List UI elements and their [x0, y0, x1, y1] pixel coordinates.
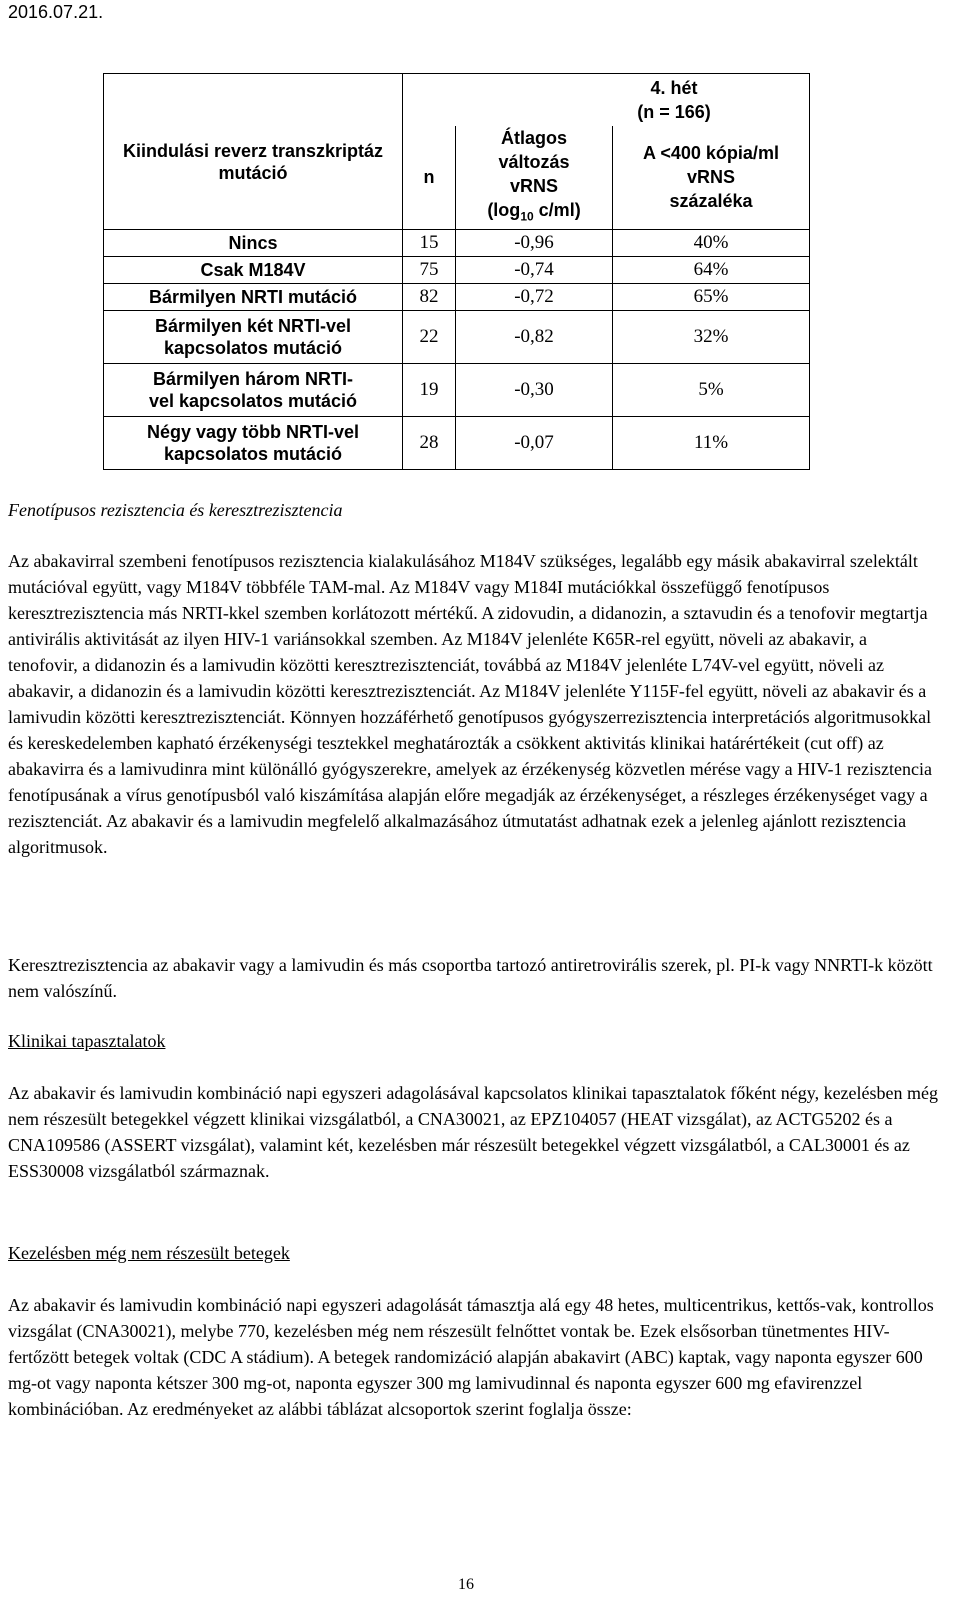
- row-change: -0,72: [456, 284, 613, 311]
- row-n: 15: [403, 230, 456, 257]
- table-header-pct: [613, 126, 810, 230]
- pct-header-line1: A <400 kópia/ml: [643, 143, 779, 164]
- row-mutation: [104, 311, 403, 364]
- heading-clinical-experience: Klinikai tapasztalatok: [8, 1031, 166, 1051]
- table-row: [104, 311, 810, 364]
- row-n: 82: [403, 284, 456, 311]
- avg-header-line3: vRNS: [509, 175, 558, 196]
- row-n: 28: [403, 417, 456, 470]
- row-mutation-line2: kapcsolatos mutáció: [163, 444, 343, 464]
- row-pct: 64%: [613, 257, 810, 284]
- table-row: [104, 364, 810, 417]
- table-header-week-line2: (n = 166): [637, 101, 711, 122]
- row-n: 75: [403, 257, 456, 284]
- table-row: [104, 257, 810, 284]
- row-n: 19: [403, 364, 456, 417]
- row-change: -0,74: [456, 257, 613, 284]
- row-pct: 11%: [613, 417, 810, 470]
- row-mutation-line1: Bármilyen két NRTI-vel: [154, 316, 352, 336]
- row-change: -0,82: [456, 311, 613, 364]
- mutation-table: [103, 73, 810, 470]
- table-header-week: [403, 74, 810, 126]
- pct-header-line3: százaléka: [669, 191, 753, 212]
- avg-header-sub: 10: [520, 209, 534, 224]
- row-pct: 32%: [613, 311, 810, 364]
- row-pct: 5%: [613, 364, 810, 417]
- row-mutation-line2: kapcsolatos mutáció: [163, 338, 343, 358]
- table-header-avg-change: [456, 126, 613, 230]
- table-header-n: n: [403, 126, 456, 230]
- avg-header-unit: c/ml): [533, 199, 581, 220]
- table-row: [104, 417, 810, 470]
- heading-treatment-naive: Kezelésben még nem részesült betegek: [8, 1243, 290, 1263]
- row-n: 22: [403, 311, 456, 364]
- row-mutation-line2: vel kapcsolatos mutáció: [148, 391, 358, 411]
- avg-header-log: (log: [487, 199, 521, 220]
- table-header-week-line1: 4. hét: [650, 77, 698, 98]
- section-title: Fenotípusos rezisztencia és keresztrezisztencia: [8, 500, 343, 520]
- paragraph-resistance: Az abakavirral szembeni fenotípusos rezisztencia kialakulásához M184V szükséges, legalább egy másik abakavirral szelektált mutációval együtt, vagy M184V többféle TAM-mal. Az M184V vagy M184I mutációkkal összefüggő fenotípusos keresztrezisztencia más NRTI-kkel szemben korlátozott mértékű. A zidovudin, a didanozin, a sztavudin és a tenofovir megtartja antivirális aktivitását az ilyen HIV-1 variánsokkal szemben. Az M184V jelenléte K65R-rel együtt, növeli az abakavir, a tenofovir, a didanozin és a lamivudin közötti keresztrezisztenciát, továbbá az M184V jelenléte L74V-vel együtt, növeli az abakavir, a didanozin és a lamivudin közötti keresztrezisztenciát. Az M184V jelenléte Y115F-fel együtt, növeli az abakavir és a lamivudin közötti keresztrezisztenciát. Könnyen hozzáférhető genotípusos gyógyszerrezisztencia interpretációs algoritmusokkal és kereskedelemben kapható érzékenységi tesztekkel meghatározták a csökkent aktivitás klinikai határértékeit (cut off) az abakavirra és a lamivudinra mint különálló gyógyszerekre, amelyek az érzékenység közvetlen mérése vagy a HIV-1 rezisztencia fenotípusának a vírus genotípusból való kiszámítása alapján előre megadják az érzékenységet, a részleges érzékenységet vagy a rezisztenciát. Az abakavir és a lamivudin megfelelő alkalmazásához útmutatást adhatnak ezek a jelenleg ajánlott rezisztencia algoritmusok.: [8, 551, 932, 857]
- avg-header-line1: Átlagos: [500, 127, 567, 148]
- row-mutation: [104, 417, 403, 470]
- row-pct: 40%: [613, 230, 810, 257]
- row-change: -0,07: [456, 417, 613, 470]
- page-number: 16: [458, 1576, 474, 1593]
- row-mutation: Csak M184V: [104, 257, 403, 284]
- row-pct: 65%: [613, 284, 810, 311]
- avg-header-line2: változás: [498, 151, 570, 172]
- paragraph-treatment-naive: Az abakavir és lamivudin kombináció napi egyszeri adagolását támasztja alá egy 48 hetes, multicentrikus, kettős-vak, kontrollos vizsgálat (CNA30021), melybe 770, kezelésben még nem részesült felnőttet vontak be. Ezek elsősorban tünetmentes HIV-fertőzött betegek voltak (CDC A stádium). A betegek randomizáció alapján abakavirt (ABC) kaptak, vagy naponta egyszer 600 mg-ot vagy naponta kétszer 300 mg-ot, naponta egyszer 300 mg lamivudinnal és naponta egyszer 600 mg efavirenzzel kombinációban. Az eredményeket az alábbi táblázat alcsoportok szerint foglalja össze:: [8, 1295, 934, 1419]
- row-mutation: [104, 364, 403, 417]
- row-mutation: Nincs: [104, 230, 403, 257]
- page-header-date: 2016.07.21.: [8, 2, 104, 22]
- table-row: [104, 284, 810, 311]
- row-mutation-line1: Négy vagy több NRTI-vel: [146, 422, 360, 442]
- row-change: -0,30: [456, 364, 613, 417]
- pct-header-line2: vRNS: [686, 167, 735, 188]
- row-mutation-line1: Bármilyen három NRTI-: [152, 369, 354, 389]
- avg-header-line4: [460, 198, 608, 229]
- table-header-mutation: [104, 74, 403, 230]
- table-header-mutation-text: Kiindulási reverz transzkriptáz mutáció: [122, 140, 384, 183]
- row-change: -0,96: [456, 230, 613, 257]
- table-row: [104, 230, 810, 257]
- paragraph-cross-resistance: Keresztrezisztencia az abakavir vagy a lamivudin és más csoportba tartozó antiretrovirális szerek, pl. PI-k vagy NNRTI-k között nem valószínű.: [8, 955, 933, 1001]
- paragraph-clinical: Az abakavir és lamivudin kombináció napi egyszeri adagolásával kapcsolatos klinikai tapasztalatok főként négy, kezelésben még nem részesült betegekkel végzett klinikai vizsgálatból, a CNA30021, az EPZ104057 (HEAT vizsgálat), az ACTG5202 és a CNA109586 (ASSERT vizsgálat), valamint két, kezelésben már részesült betegekkel végzett vizsgálatból, a CAL30001 és az ESS30008 vizsgálatból származnak.: [8, 1083, 939, 1181]
- row-mutation: Bármilyen NRTI mutáció: [104, 284, 403, 311]
